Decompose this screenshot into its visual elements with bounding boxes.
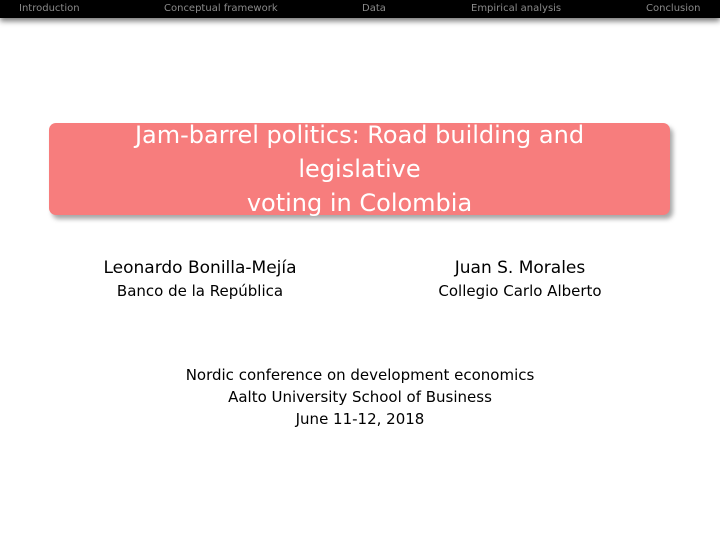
nav-item-conceptual-framework[interactable]: Conceptual framework xyxy=(164,3,278,14)
event-info xyxy=(110,364,610,430)
conference-venue: Aalto University School of Business xyxy=(228,388,492,406)
author-block-2 xyxy=(390,256,650,302)
author-affiliation: Collegio Carlo Alberto xyxy=(438,282,602,300)
nav-item-introduction[interactable]: Introduction xyxy=(19,3,80,14)
section-navbar xyxy=(0,0,720,18)
conference-name: Nordic conference on development economics xyxy=(185,366,535,384)
author-name: Leonardo Bonilla-Mejía xyxy=(103,258,297,278)
conference-date: June 11-12, 2018 xyxy=(295,410,425,428)
nav-item-data[interactable]: Data xyxy=(362,3,386,14)
presentation-title xyxy=(80,118,640,220)
nav-item-empirical-analysis[interactable]: Empirical analysis xyxy=(471,3,562,14)
title-box xyxy=(49,123,670,215)
title-line-1: Jam-barrel politics: Road building and legislative xyxy=(134,121,585,183)
nav-item-conclusion[interactable]: Conclusion xyxy=(646,3,701,14)
author-affiliation: Banco de la República xyxy=(116,282,284,300)
author-name: Juan S. Morales xyxy=(454,258,586,278)
author-block-1 xyxy=(70,256,330,302)
title-line-2: voting in Colombia xyxy=(246,189,473,217)
